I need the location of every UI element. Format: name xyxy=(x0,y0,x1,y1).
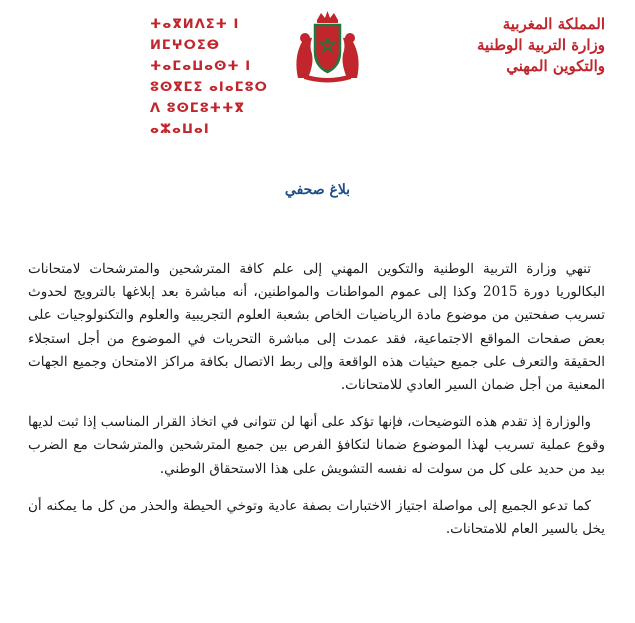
ministry-line: وزارة التربية الوطنية xyxy=(476,36,605,54)
tifinagh-line-2: ⵜⴰⵎⴰⵡⴰⵙⵜ ⵏ ⵓⵙⴳⵎⵉ ⴰⵏⴰⵎⵓⵔ xyxy=(150,59,268,95)
tifinagh-line-1: ⵜⴰⴳⵍⴷⵉⵜ ⵏ ⵍⵎⵖⵔⵉⴱ xyxy=(150,17,240,53)
tifinagh-line-3: ⴷ ⵓⵙⵎⵓⵜⵜⴳ ⴰⵣⴰⵡⴰⵏ xyxy=(150,101,245,137)
ministry-line-2: والتكوين المهني xyxy=(506,57,605,75)
press-release-body xyxy=(28,258,605,555)
paragraph-2: والوزارة إذ تقدم هذه التوضيحات، فإنها تؤكد على أنها لن تتوانى في اتخاذ القرار المناسب إذا ثبت لديها وقوع عملية تسريب لهذا الموضوع ضمانا لتكافؤ الفرص بين جميع المترشحين والمترشحات مع الضرب بيد من حديد على كل من سولت له نفسه التشويش على هذا الاستحقاق الوطني. xyxy=(28,414,605,477)
kingdom-line: المملكة المغربية xyxy=(502,15,605,33)
ministry-name-tifinagh xyxy=(150,14,300,140)
paragraph-1: تنهي وزارة التربية الوطنية والتكوين المهني إلى علم كافة المترشحين والمترشحات لامتحانات البكالوريا دورة 2015 وكذا إلى عموم المواطنات والمواطنين، أنه مباشرة بعد إبلاغها بالترويج لحدوث تسريب صفحتين من موضوع مادة الرياضيات الخاص بشعبة العلوم التجريبية والعلوم والتكنولوجيات على بعض صفحات المواقع الاجتماعية، فقد عمدت إلى مباشرة التحريات في الموضوع من أجل استجلاء الحقيقة والتعرف على جميع حيثيات هذه الواقعة وإلى ربط الاتصال بكافة مراكز الامتحان وجميع الجهات المعنية من أجل ضمان السير العادي للامتحانات. xyxy=(28,261,605,394)
press-release-title: بلاغ صحفي xyxy=(284,182,351,198)
ministry-name-arabic xyxy=(455,14,605,77)
coat-of-arms-emblem xyxy=(290,8,365,83)
paragraph-3: كما تدعو الجميع إلى مواصلة اجتياز الاختبارات بصفة عادية وتوخي الحيطة والحذر من كل ما يمكنه أن يخل بالسير العام للامتحانات. xyxy=(28,497,605,538)
